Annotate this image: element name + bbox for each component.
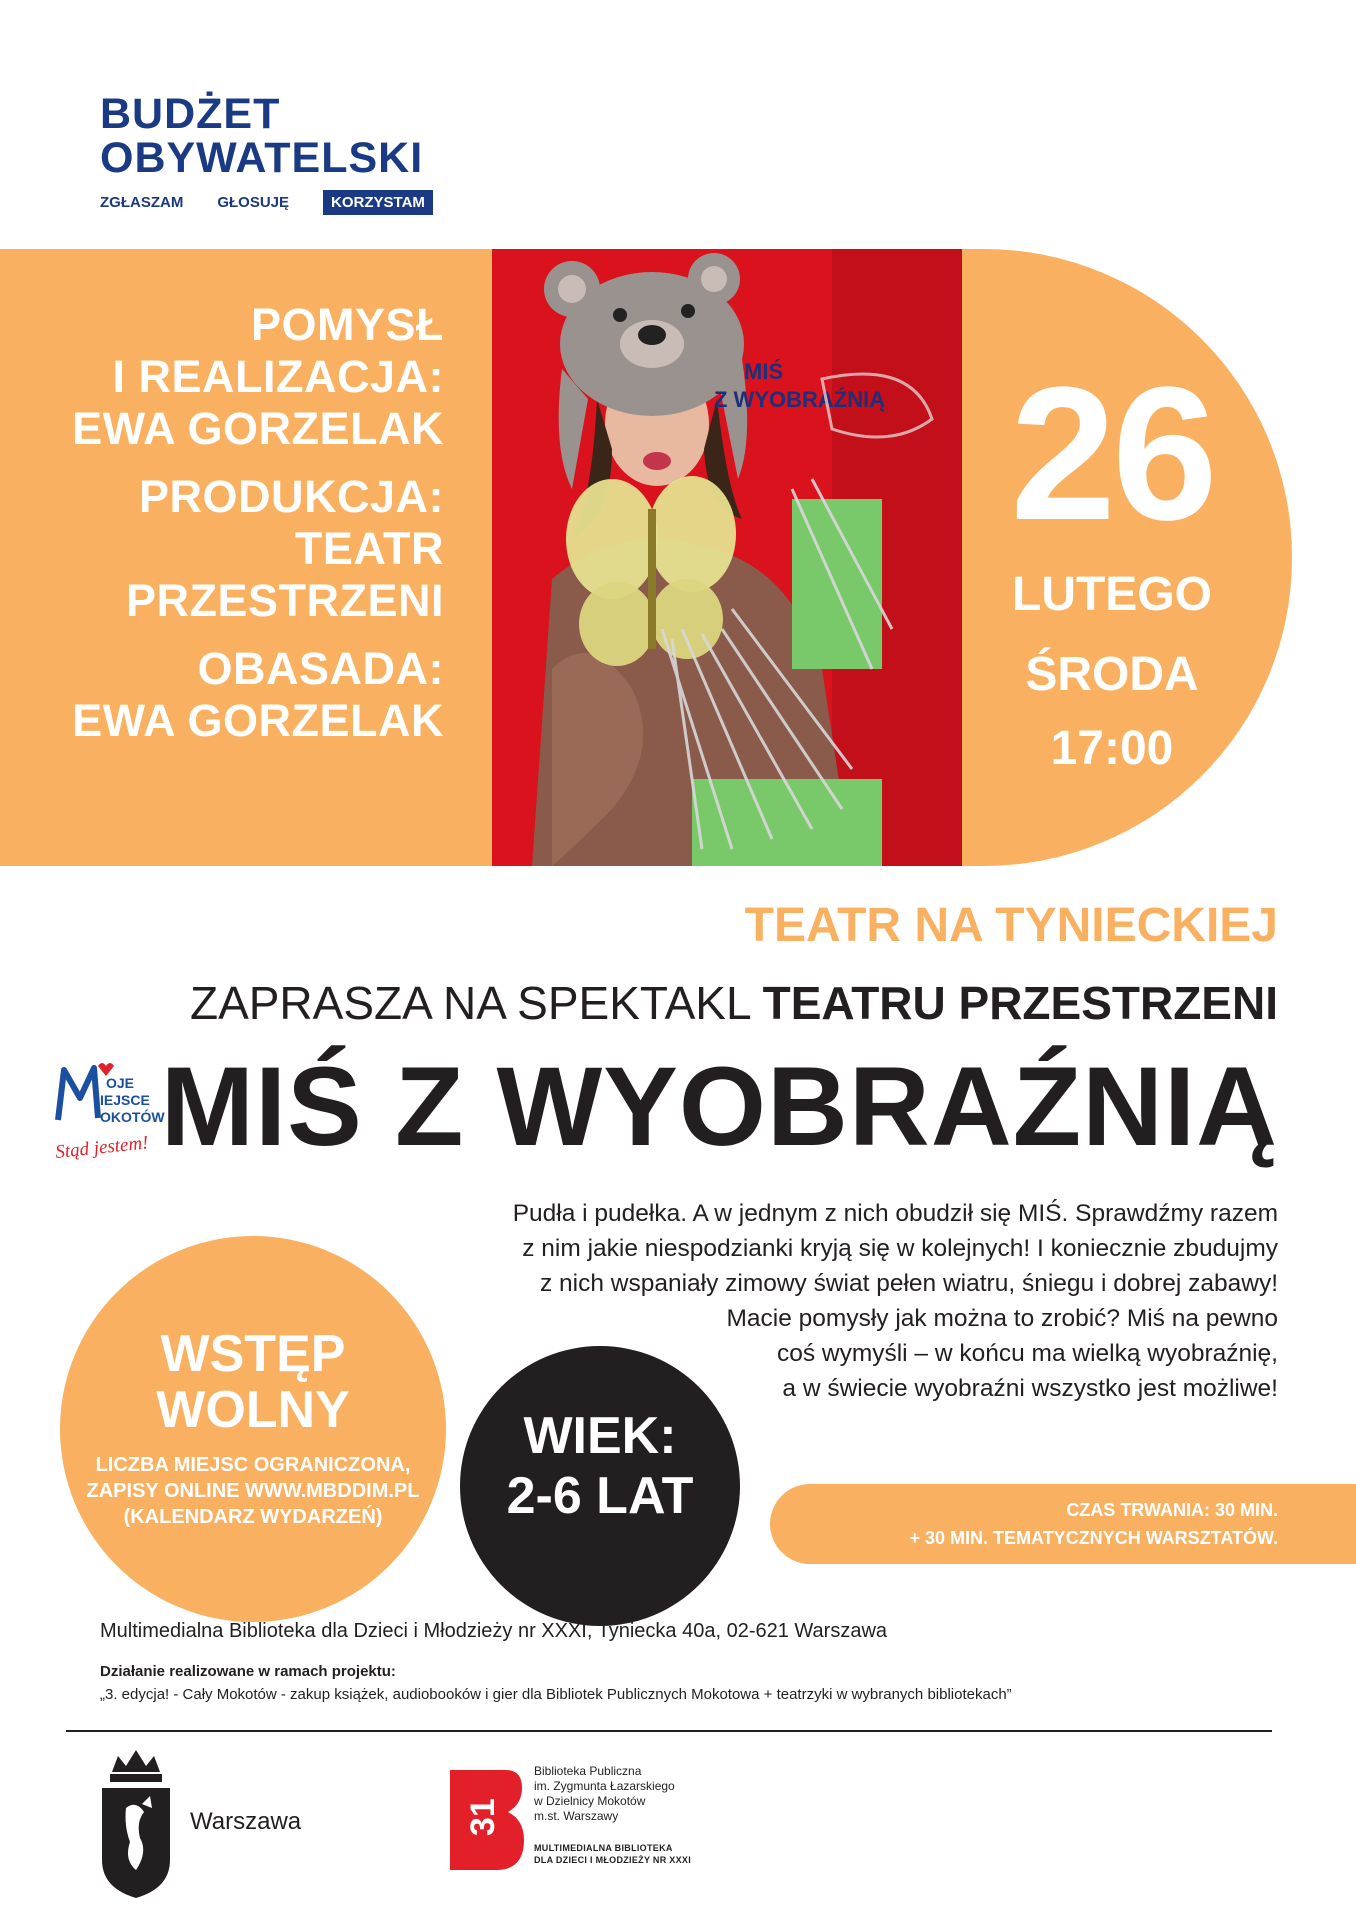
idea-label-1: POMYSŁ (250, 299, 444, 350)
age-badge (460, 1346, 740, 1626)
age-label: WIEK: (523, 1407, 677, 1465)
logo-line-2: OBYWATELSKI (100, 134, 424, 182)
idea-label-2: I REALIZACJA: (112, 351, 444, 402)
library-name (534, 1764, 675, 1824)
project-label: Działanie realizowane w ramach projektu: (100, 1663, 396, 1680)
library-subtitle-line: DLA DZIECI I MŁODZIEŻY NR XXXI (534, 1855, 692, 1865)
library-name-line: w Dzielnicy Mokotów (534, 1794, 646, 1808)
entry-title-2: WOLNY (156, 1381, 350, 1439)
event-day: 26 (1010, 348, 1214, 560)
description-line: coś wymyśli – w końcu ma wielką wyobraźnię, (776, 1340, 1278, 1367)
description-line: Pudła i pudełka. A w jednym z nich obudził się MIŚ. Sprawdźmy razem (512, 1200, 1278, 1227)
description-line: z nim jakie niespodzianki kryją się w kolejnych! I koniecznie zbudujmy (522, 1235, 1278, 1262)
library-name-line: Biblioteka Publiczna (534, 1764, 642, 1778)
logo-tag-glosuje: GŁOSUJĘ (217, 194, 290, 211)
mokotow-logo-mark (50, 1058, 200, 1178)
event-time: 17:00 (1050, 722, 1174, 775)
mokotow-logo-line-3: OKOTÓW (100, 1109, 165, 1125)
event-weekday: ŚRODA (1025, 648, 1199, 701)
entry-title-1: WSTĘP (160, 1325, 346, 1383)
production-label: PRODUKCJA: (138, 471, 444, 522)
mokotow-logo-tagline: Stąd jestem! (54, 1132, 150, 1163)
library-subtitle (534, 1842, 691, 1866)
library-name-line: im. Zygmunta Łazarskiego (534, 1779, 675, 1793)
event-month: LUTEGO (1012, 568, 1212, 621)
production-name-1: TEATR (294, 523, 444, 574)
warszawa-coat-of-arms-icon (96, 1742, 176, 1902)
budzet-obywatelski-logo (100, 92, 480, 217)
logo-line-1: BUDŻET (100, 90, 281, 138)
event-date-panel (962, 249, 1292, 866)
library-logo (446, 1760, 526, 1880)
library-logo-number: 31 (464, 1798, 502, 1836)
photo-caption-2: Z WYOBRAŹNIĄ (714, 387, 886, 412)
description-line: Macie pomysły jak można to zrobić? Miś na pewno (726, 1305, 1278, 1332)
performer-photo (492, 249, 962, 866)
venue-address: Multimedialna Biblioteka dla Dzieci i Młodzieży nr XXXI, Tyniecka 40a, 02-621 Warszawa (100, 1620, 888, 1642)
invite-heading (190, 976, 1278, 1030)
venue-heading: TEATR NA TYNIECKIEJ (744, 899, 1278, 952)
credits-block (4, 299, 492, 763)
show-title: MIŚ Z WYOBRAŹNIĄ (160, 1044, 1278, 1169)
moje-miejsce-mokotow-logo (50, 1058, 200, 1178)
library-name-line: m.st. Warszawy (534, 1809, 619, 1823)
library-logo-mark (446, 1760, 526, 1880)
description-line: a w świecie wyobraźni wszystko jest możliwe! (782, 1375, 1278, 1402)
invite-text: ZAPRASZA NA SPEKTAKL (189, 977, 763, 1029)
free-entry-badge (60, 1236, 446, 1622)
entry-info-2: ZAPISY ONLINE WWW.MBDDIM.PL (86, 1480, 420, 1502)
invite-company: TEATRU PRZESTRZENI (762, 977, 1278, 1029)
performer-illustration (492, 249, 962, 866)
library-subtitle-line: MULTIMEDIALNA BIBLIOTEKA (534, 1843, 673, 1853)
mokotow-logo-line-1: OJE (106, 1075, 135, 1091)
age-value: 2-6 LAT (506, 1467, 694, 1525)
description-line: z nich wspaniały zimowy świat pełen wiatru, śniegu i dobrej zabawy! (539, 1270, 1278, 1297)
logo-tag-korzystam: KORZYSTAM (323, 190, 433, 215)
mokotow-logo-line-2: IEJSCE (100, 1092, 150, 1108)
duration-line-2: + 30 MIN. TEMATYCZNYCH WARSZTATÓW. (909, 1528, 1278, 1548)
photo-caption-1: MIŚ (744, 359, 784, 384)
entry-info-1: LICZBA MIEJSC OGRANICZONA, (95, 1454, 411, 1476)
cast-label: OBASADA: (197, 643, 444, 694)
idea-name: EWA GORZELAK (72, 403, 444, 454)
entry-info-3: (KALENDARZ WYDARZEŃ) (123, 1506, 383, 1528)
logo-tag-zglaszam: ZGŁASZAM (100, 194, 184, 211)
credits-band (0, 249, 492, 866)
project-text: „3. edycja! - Cały Mokotów - zakup książek, audiobooków i gier dla Bibliotek Publicznych Mokotowa + teatrzyki w wybranych bibliotekach” (100, 1686, 1012, 1703)
warszawa-label: Warszawa (190, 1808, 302, 1835)
production-name-2: PRZESTRZENI (125, 575, 444, 626)
cast-name: EWA GORZELAK (72, 695, 444, 746)
footer-divider (66, 1730, 1272, 1732)
duration-line-1: CZAS TRWANIA: 30 MIN. (1066, 1500, 1278, 1520)
duration-banner (770, 1484, 1356, 1564)
